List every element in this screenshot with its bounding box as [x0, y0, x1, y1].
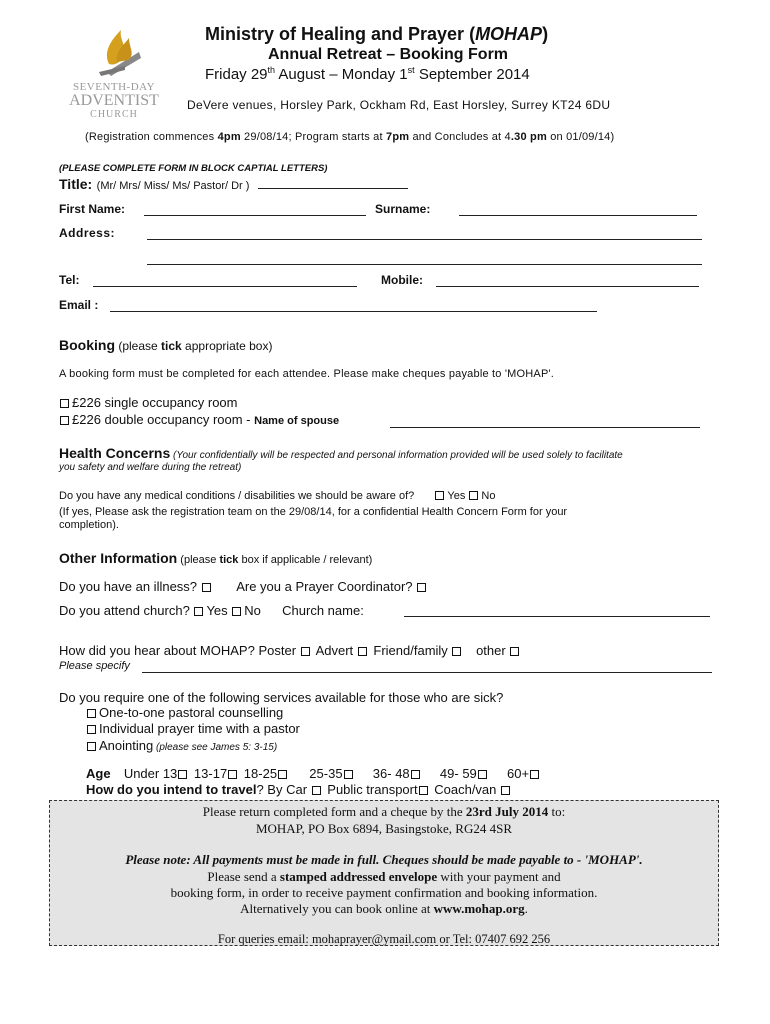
first-name-input[interactable]: [144, 214, 366, 216]
address-label: Address:: [59, 226, 116, 240]
flame-logo-icon: [55, 22, 173, 78]
health-heading-row: [59, 445, 623, 463]
dates-b-sup: st: [407, 65, 415, 75]
dates-b: August – Monday 1: [275, 66, 408, 83]
health-note-1: (Your confidentially will be respected and personal information provided will be used solely to facilitate: [170, 450, 623, 461]
page-subtitle: Annual Retreat – Booking Form: [268, 46, 509, 63]
health-yes-checkbox[interactable]: [435, 491, 444, 500]
health-heading: Health Concerns: [59, 445, 171, 461]
surname-input[interactable]: [459, 214, 697, 216]
age-under13-label: Under 13: [123, 766, 178, 781]
services-question: Do you require one of the following services available for those who are sick?: [59, 690, 504, 705]
age-13-17-checkbox[interactable]: [228, 770, 237, 779]
travel-question: How do you intend to travel: [86, 782, 257, 797]
prayer-coordinator-question: Are you a Prayer Coordinator?: [236, 579, 413, 594]
double-room-checkbox[interactable]: [60, 416, 69, 425]
age-60-label: 60+: [507, 766, 530, 781]
health-yes-label: Yes: [447, 490, 466, 502]
sae-bold: stamped addressed envelope: [279, 869, 438, 884]
title-post: ): [542, 24, 549, 44]
other-checkbox[interactable]: [510, 647, 519, 656]
health-no-label: No: [481, 490, 496, 502]
booking-hint-1: (please: [115, 339, 162, 353]
registration-info: [85, 131, 614, 143]
email-input[interactable]: [110, 310, 597, 312]
return-address: MOHAP, PO Box 6894, Basingstoke, RG24 4SR: [255, 821, 513, 836]
logo-line-1: SEVENTH-DAY: [72, 81, 156, 93]
church-yes-label: Yes: [206, 603, 228, 618]
church-name-input[interactable]: [404, 615, 710, 617]
other-label: other: [476, 643, 506, 658]
age-60-checkbox[interactable]: [530, 770, 539, 779]
other-hint-tick: tick: [219, 554, 239, 566]
surname-label: Surname:: [375, 202, 431, 216]
service-1-checkbox[interactable]: [87, 709, 96, 718]
title-label: Title:: [59, 176, 93, 192]
church-no-label: No: [244, 603, 261, 618]
online-1: Alternatively you can book online at: [240, 901, 434, 916]
mobile-label: Mobile:: [381, 273, 423, 287]
health-question: Do you have any medical conditions / disabilities we should be aware of?: [59, 490, 415, 502]
travel-coach-checkbox[interactable]: [501, 786, 510, 795]
poster-checkbox[interactable]: [301, 647, 310, 656]
option-double-label: £226 double occupancy room -: [72, 412, 255, 427]
venue: DeVere venues, Horsley Park, Ockham Rd, East Horsley, Surrey KT24 6DU: [187, 98, 611, 112]
specify-input[interactable]: [142, 671, 712, 673]
reg-2: 29/08/14; Program starts at: [240, 131, 386, 143]
age-18-25-label: 18-25: [243, 766, 278, 781]
sae-2: with your payment and: [437, 869, 561, 884]
age-row: [86, 766, 542, 781]
age-36-48-checkbox[interactable]: [411, 770, 420, 779]
health-question-row: [59, 490, 495, 502]
age-36-48-label: 36- 48: [372, 766, 410, 781]
online-2: .: [524, 901, 528, 916]
illness-checkbox[interactable]: [202, 583, 211, 592]
travel-public-checkbox[interactable]: [419, 786, 428, 795]
address-input-2[interactable]: [147, 263, 702, 265]
dates-c: September 2014: [414, 66, 530, 83]
service-3-note: (please see James 5: 3-15): [153, 742, 278, 753]
title-pre: Ministry of Healing and Prayer (: [205, 24, 476, 44]
age-13-17-label: 13-17: [193, 766, 228, 781]
reg-3: and Concludes at 4: [409, 131, 511, 143]
footer-info-box: [49, 800, 719, 946]
option-single-row: [59, 395, 238, 410]
return-date: 23rd July 2014: [465, 804, 549, 819]
booking-heading: Booking: [59, 337, 115, 353]
reg-1: (Registration commences: [85, 131, 218, 143]
prayer-coordinator-checkbox[interactable]: [417, 583, 426, 592]
block-letters-note: (PLEASE COMPLETE FORM IN BLOCK CAPTIAL LETTERS): [59, 163, 328, 174]
illness-row: [59, 579, 429, 594]
reg-4: on 01/09/14): [546, 131, 615, 143]
reg-time-1: 4pm: [217, 131, 241, 143]
health-ifyes-1: (If yes, Please ask the registration team on the 29/08/14, for a confidential Health Concern Form for your: [59, 506, 568, 518]
title-input[interactable]: [258, 187, 408, 189]
friend-checkbox[interactable]: [452, 647, 461, 656]
health-ifyes-2: completion).: [59, 519, 119, 531]
title-em: MOHAP: [475, 24, 543, 44]
hear-row: [59, 643, 522, 658]
reg-time-3: .30 pm: [510, 131, 547, 143]
first-name-label: First Name:: [59, 202, 126, 216]
email-label: Email :: [59, 298, 99, 312]
dates-a-sup: th: [267, 65, 276, 75]
logo-line-3: CHURCH: [90, 109, 138, 120]
age-label: Age: [86, 766, 111, 781]
single-room-checkbox[interactable]: [60, 399, 69, 408]
title-options: (Mr/ Mrs/ Miss/ Ms/ Pastor/ Dr ): [96, 180, 250, 192]
service-2-label: Individual prayer time with a pastor: [99, 721, 300, 736]
spouse-label: Name of spouse: [254, 415, 340, 427]
service-2-row: [86, 721, 300, 736]
age-18-25-checkbox[interactable]: [278, 770, 287, 779]
specify-label: Please specify: [59, 660, 130, 672]
option-single-label: £226 single occupancy room: [72, 395, 238, 410]
travel-car-label: ? By Car: [256, 782, 308, 797]
title-field-row: [59, 176, 408, 194]
booking-note: A booking form must be completed for each attendee. Please make cheques payable to 'MOHAP'.: [59, 368, 555, 380]
church-logo: [55, 22, 173, 120]
queries-line: For queries email: mohaprayer@ymail.com or Tel: 07407 692 256: [217, 932, 551, 946]
service-3-row: [86, 738, 277, 753]
health-no-checkbox[interactable]: [469, 491, 478, 500]
service-3-label: Anointing: [99, 738, 154, 753]
online-line: [50, 901, 718, 917]
service-3-checkbox[interactable]: [87, 742, 96, 751]
booking-hint-tick: tick: [161, 339, 182, 353]
age-49-59-checkbox[interactable]: [478, 770, 487, 779]
advert-label: Advert: [315, 643, 354, 658]
church-name-label: Church name:: [282, 603, 364, 618]
age-under13-checkbox[interactable]: [178, 770, 187, 779]
event-dates: [205, 65, 530, 83]
logo-line-2: ADVENTIST: [69, 92, 159, 109]
page-title: [205, 24, 548, 45]
service-1-row: [86, 705, 283, 720]
advert-checkbox[interactable]: [358, 647, 367, 656]
sae-1: Please send a: [207, 869, 280, 884]
online-url[interactable]: www.mohap.org: [433, 901, 525, 916]
other-hint-1: (please: [177, 554, 220, 566]
sae-line: [50, 869, 718, 885]
service-2-checkbox[interactable]: [87, 725, 96, 734]
dates-a: Friday 29: [205, 66, 268, 83]
payment-note: Please note: All payments must be made in full. Cheques should be made payable to - 'MOHAP'.: [125, 852, 643, 867]
travel-car-checkbox[interactable]: [312, 786, 321, 795]
travel-public-label: Public transport: [327, 782, 418, 797]
spouse-name-input[interactable]: [390, 426, 700, 428]
other-heading-row: [59, 550, 372, 568]
age-25-35-checkbox[interactable]: [344, 770, 353, 779]
age-25-35-label: 25-35: [309, 766, 343, 781]
church-row: [59, 603, 364, 618]
church-no-checkbox[interactable]: [232, 607, 241, 616]
health-note-2: you safety and welfare during the retreat): [59, 462, 242, 473]
mobile-input[interactable]: [436, 285, 699, 287]
booking-hint-2: appropriate box): [181, 339, 273, 353]
other-hint-2: box if applicable / relevant): [238, 554, 373, 566]
tel-input[interactable]: [93, 285, 357, 287]
friend-label: Friend/family: [373, 643, 448, 658]
age-49-59-label: 49- 59: [439, 766, 477, 781]
travel-coach-label: Coach/van: [434, 782, 497, 797]
reg-time-2: 7pm: [386, 131, 410, 143]
church-yes-checkbox[interactable]: [194, 607, 203, 616]
travel-row: [86, 782, 513, 797]
option-double-row: [59, 412, 339, 427]
sae-line-2: booking form, in order to receive payment confirmation and booking information.: [170, 885, 598, 900]
illness-question: Do you have an illness?: [59, 579, 198, 594]
return-1: Please return completed form and a cheque by the: [202, 804, 466, 819]
return-2: to:: [548, 804, 566, 819]
service-1-label: One-to-one pastoral counselling: [99, 705, 284, 720]
other-heading: Other Information: [59, 550, 178, 566]
booking-heading-row: [59, 337, 272, 355]
hear-question: How did you hear about MOHAP?: [59, 643, 255, 658]
church-question: Do you attend church?: [59, 603, 190, 618]
return-line: [50, 804, 718, 820]
address-input-1[interactable]: [147, 238, 702, 240]
poster-label: Poster: [258, 643, 297, 658]
tel-label: Tel:: [59, 273, 80, 287]
